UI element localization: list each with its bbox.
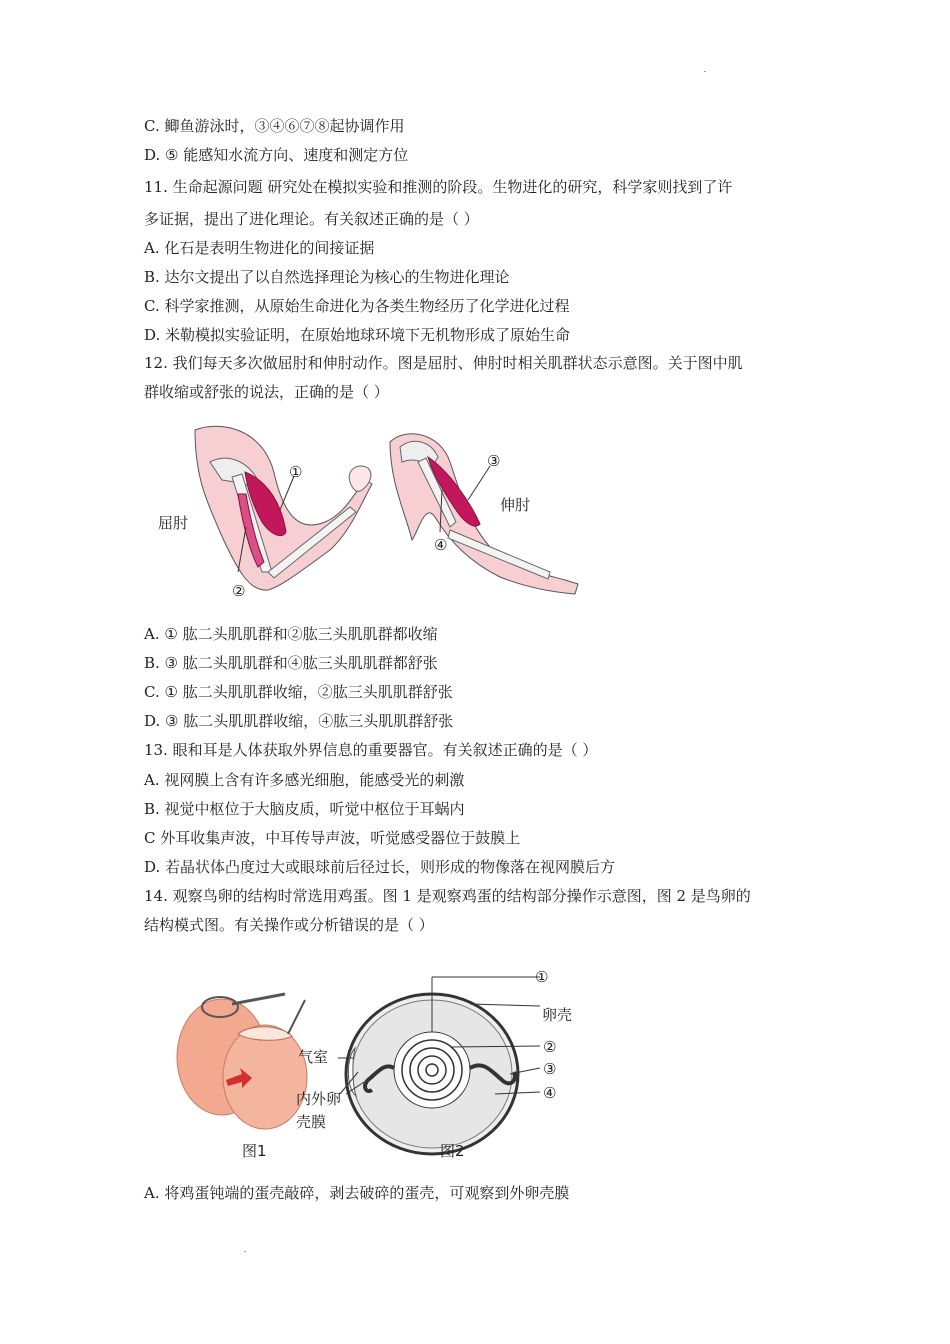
egg-figure-1	[177, 994, 307, 1129]
question-11-stem-cont: 多证据，提出了进化理论。有关叙述正确的是（ ）	[144, 210, 479, 228]
option-d: D. ③ 肱二头肌肌群收缩，④肱三头肌肌群舒张	[144, 712, 454, 730]
option-a: A. 将鸡蛋钝端的蛋壳敲碎，剥去破碎的蛋壳，可观察到外卵壳膜	[144, 1184, 570, 1202]
question-14-stem: 14. 观察鸟卵的结构时常选用鸡蛋。图 1 是观察鸡蛋的结构部分操作示意图，图 2 是鸟卵的	[144, 887, 751, 905]
label-air-chamber: 气室	[298, 1048, 329, 1066]
option-c: C. ① 肱二头肌肌群收缩，②肱三头肌肌群舒张	[144, 683, 453, 701]
egg-marker-1: ①	[535, 968, 549, 986]
text-line: D. ⑤ 能感知水流方向、速度和测定方位	[144, 146, 409, 164]
question-11-stem: 11. 生命起源问题 研究处在模拟实验和推测的阶段。生物进化的研究，科学家则找到了许	[144, 178, 733, 196]
option-d: D. 若晶状体凸度过大或眼球前后径过长，则形成的物像落在视网膜后方	[144, 858, 616, 876]
label-shell-membrane-line1: 内外卵	[296, 1090, 342, 1108]
marker-2: ②	[232, 582, 246, 600]
option-b: B. 达尔文提出了以自然选择理论为核心的生物进化理论	[144, 268, 510, 286]
caption-figure-1: 图1	[242, 1142, 267, 1160]
scan-mark	[244, 1251, 246, 1252]
option-a: A. 化石是表明生物进化的间接证据	[144, 239, 375, 257]
question-14-stem-cont: 结构模式图。有关操作或分析错误的是（ ）	[144, 916, 434, 934]
option-b: B. 视觉中枢位于大脑皮质，听觉中枢位于耳蜗内	[144, 800, 465, 818]
marker-1: ①	[289, 463, 303, 481]
text-line: C. 鲫鱼游泳时，③④⑥⑦⑧起协调作用	[144, 117, 405, 135]
marker-3: ③	[487, 452, 501, 470]
egg-marker-4: ④	[543, 1084, 557, 1102]
extended-arm-illustration	[390, 434, 578, 594]
scan-mark	[704, 71, 706, 72]
question-12-stem: 12. 我们每天多次做屈肘和伸肘动作。图是屈肘、伸肘时相关肌群状态示意图。关于图中肌	[144, 354, 743, 372]
option-c: C 外耳收集声波，中耳传导声波，听觉感受器位于鼓膜上	[144, 829, 521, 847]
egg-figure-2	[338, 977, 540, 1154]
option-c: C. 科学家推测，从原始生命进化为各类生物经历了化学进化过程	[144, 297, 570, 315]
label-flex-elbow: 屈肘	[158, 514, 189, 532]
egg-marker-3: ③	[543, 1060, 557, 1078]
arm-muscle-figure	[150, 422, 590, 607]
question-12-stem-cont: 群收缩或舒张的说法，正确的是（ ）	[144, 383, 389, 401]
option-b: B. ③ 肱二头肌肌群和④肱三头肌肌群都舒张	[144, 654, 438, 672]
egg-structure-figure	[170, 962, 590, 1167]
question-13-stem: 13. 眼和耳是人体获取外界信息的重要器官。有关叙述正确的是（ ）	[144, 741, 598, 759]
label-extend-elbow: 伸肘	[500, 496, 531, 514]
label-shell-membrane-line2: 壳膜	[296, 1113, 327, 1131]
marker-4: ④	[434, 536, 448, 554]
option-d: D. 米勒模拟实验证明，在原始地球环境下无机物形成了原始生命	[144, 326, 571, 344]
option-a: A. 视网膜上含有许多感光细胞，能感受光的刺激	[144, 771, 465, 789]
option-a: A. ① 肱二头肌肌群和②肱三头肌肌群都收缩	[144, 625, 438, 643]
egg-marker-2: ②	[543, 1038, 557, 1056]
label-eggshell: 卵壳	[542, 1006, 573, 1024]
caption-figure-2: 图2	[440, 1142, 465, 1160]
flexed-arm-illustration	[195, 426, 372, 590]
